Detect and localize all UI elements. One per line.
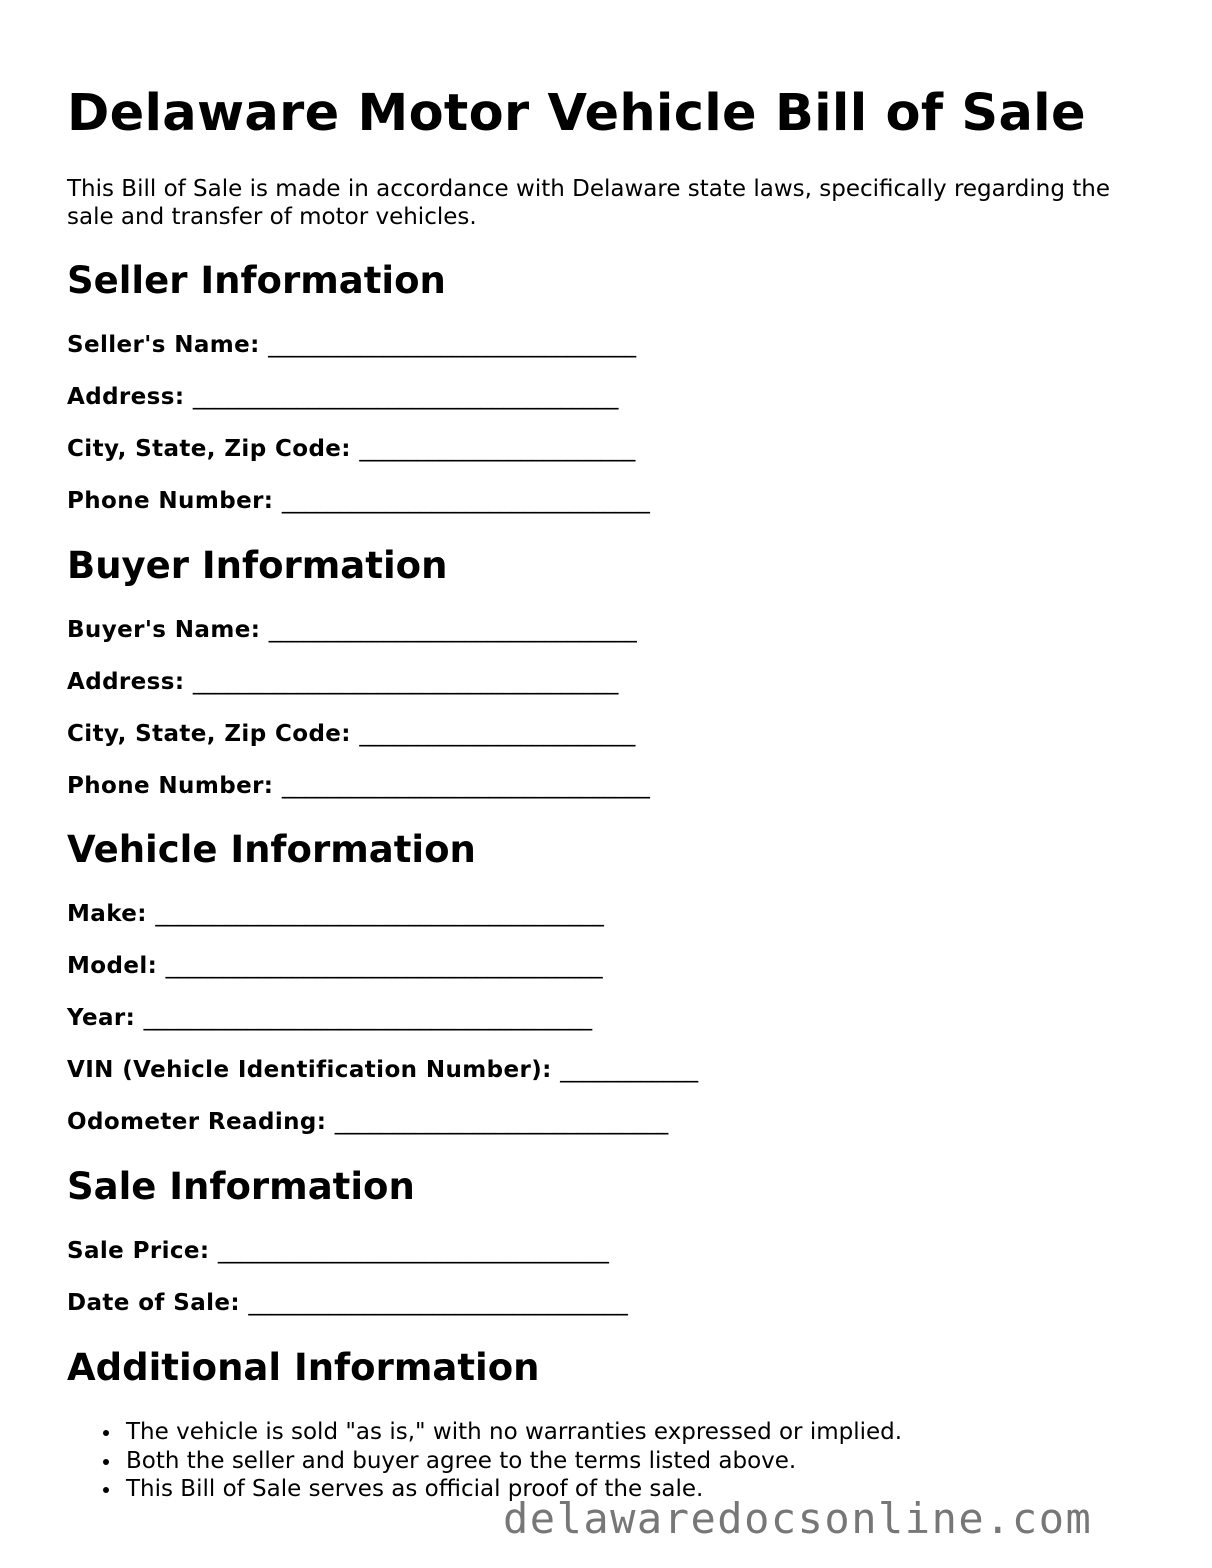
field-label: Year: — [67, 1005, 136, 1031]
fill-in-blank: _______________________________________ — [155, 901, 604, 927]
fill-in-blank: _____________________________ — [334, 1109, 669, 1135]
fill-in-blank: ________________________________ — [281, 773, 650, 799]
sale-price-field — [67, 1238, 609, 1264]
fill-in-blank: _________________________________ — [248, 1290, 628, 1316]
vehicle-make-field — [67, 901, 604, 927]
buyer-phone-field — [67, 773, 650, 799]
field-label: Phone Number: — [67, 773, 274, 799]
buyer-address-field — [67, 669, 618, 695]
fill-in-blank: ________________________ — [359, 436, 636, 462]
site-watermark: delawaredocsonline.com — [503, 1494, 1093, 1543]
buyer-name-field — [67, 617, 637, 643]
sale-date-field — [67, 1290, 628, 1316]
fill-in-blank: ______________________________________ — [165, 953, 603, 979]
field-label: Model: — [67, 953, 158, 979]
field-label: City, State, Zip Code: — [67, 436, 351, 462]
vehicle-section-heading: Vehicle Information — [67, 828, 476, 871]
buyer-city-state-zip-field — [67, 721, 635, 747]
vehicle-odometer-field — [67, 1109, 668, 1135]
seller-phone-field — [67, 488, 650, 514]
field-label: Seller's Name: — [67, 332, 260, 358]
field-label: Date of Sale: — [67, 1290, 240, 1316]
field-label: Sale Price: — [67, 1238, 210, 1264]
vehicle-model-field — [67, 953, 603, 979]
list-item: The vehicle is sold "as is," with no warranties expressed or implied. — [67, 1418, 902, 1447]
fill-in-blank: ________________________________ — [268, 617, 637, 643]
document-title: Delaware Motor Vehicle Bill of Sale — [67, 84, 1086, 143]
fill-in-blank: ________________________________ — [281, 488, 650, 514]
field-label: Buyer's Name: — [67, 617, 261, 643]
field-label: Address: — [67, 669, 185, 695]
terms-list — [67, 1418, 902, 1504]
field-label: Odometer Reading: — [67, 1109, 327, 1135]
fill-in-blank: _______________________________________ — [143, 1005, 593, 1031]
additional-section-heading: Additional Information — [67, 1346, 540, 1389]
fill-in-blank: ________________________ — [359, 721, 636, 747]
seller-city-state-zip-field — [67, 436, 635, 462]
list-item: Both the seller and buyer agree to the terms listed above. — [67, 1447, 902, 1476]
fill-in-blank: ________________________________ — [268, 332, 637, 358]
fill-in-blank: ____________ — [560, 1057, 699, 1083]
field-label: Phone Number: — [67, 488, 274, 514]
field-label: City, State, Zip Code: — [67, 721, 351, 747]
seller-name-field — [67, 332, 636, 358]
sale-section-heading: Sale Information — [67, 1165, 415, 1208]
vehicle-vin-field — [67, 1057, 698, 1083]
seller-section-heading: Seller Information — [67, 259, 446, 302]
list-item: This Bill of Sale serves as official proof of the sale. — [67, 1475, 902, 1504]
field-label: Make: — [67, 901, 147, 927]
fill-in-blank: __________________________________ — [217, 1238, 609, 1264]
seller-address-field — [67, 384, 618, 410]
intro-paragraph: This Bill of Sale is made in accordance with Delaware state laws, specifically regarding the sale and transfer of motor vehicles. — [67, 176, 1111, 230]
fill-in-blank: _____________________________________ — [192, 669, 619, 695]
fill-in-blank: _____________________________________ — [192, 384, 619, 410]
field-label: VIN (Vehicle Identification Number): — [67, 1057, 552, 1083]
buyer-section-heading: Buyer Information — [67, 544, 448, 587]
vehicle-year-field — [67, 1005, 592, 1031]
field-label: Address: — [67, 384, 185, 410]
